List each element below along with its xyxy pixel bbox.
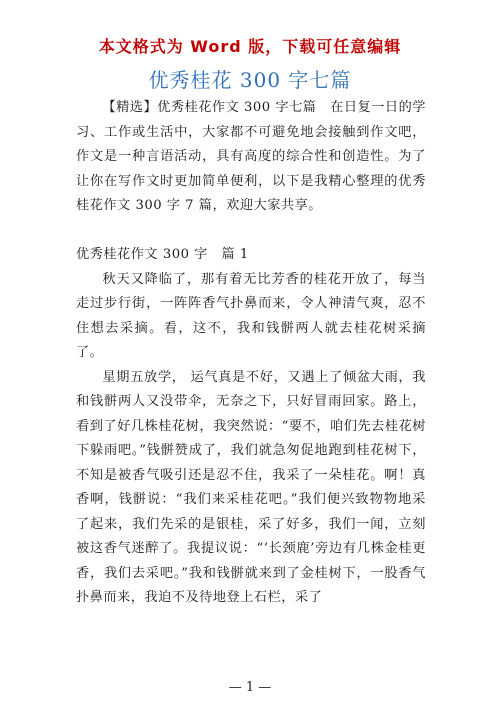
document-body <box>76 96 426 611</box>
document-title: 优秀桂花 300 字七篇 <box>148 68 352 92</box>
body-paragraph: 星期五放学， 运气真是不好，又遇上了倾盆大雨，我和钱骿两人又没带伞，无奈之下，只好冒雨回家。路上，看到了好几株桂花树，我突然说：“要不，咱们先去桂花树下躲雨吧。”钱骿赞成了，我们就急匆促地跑到桂花树下，不知是被香气吸引还是忍不住，我采了一朵桂花。啊！真香啊，钱骿说：“我们来采桂花吧。”我们便兴致物物地采了起来，我们先采的是银桂，采了好多，我们一闻，立刻被这香气迷醉了。我提议说：“‘长颈鹿’旁边有几株金桂更香，我们去采吧。”我和钱骿就来到了金桂树下，一股香气扑鼻而来，我迫不及待地登上石栏，采了 <box>76 369 426 605</box>
intro-paragraph: 【精选】优秀桂花作文 300 字七篇 在日复一日的学习、工作或生活中，大家都不可避免地会接触到作文吧，作文是一种言语活动，具有高度的综合性和创造性。为了让你在写作文时更加简单便利，以下是我精心整理的优秀桂花作文 300 字 7 篇，欢迎大家共享。 <box>76 100 426 213</box>
spacer <box>76 219 426 244</box>
body-paragraph: 秋天又降临了，那有着无比芳香的桂花开放了，每当走过步行街，一阵阵香气扑鼻而来，令人神清气爽，忍不住想去采摘。看，这不，我和钱骿两人就去桂花树采摘了。 <box>76 271 426 360</box>
format-notice-banner: 本文格式为 Word 版，下载可任意编辑 <box>98 37 402 56</box>
section-heading: 优秀桂花作文 300 字 篇 1 <box>76 247 249 262</box>
page-number: — 1 — <box>228 680 272 695</box>
